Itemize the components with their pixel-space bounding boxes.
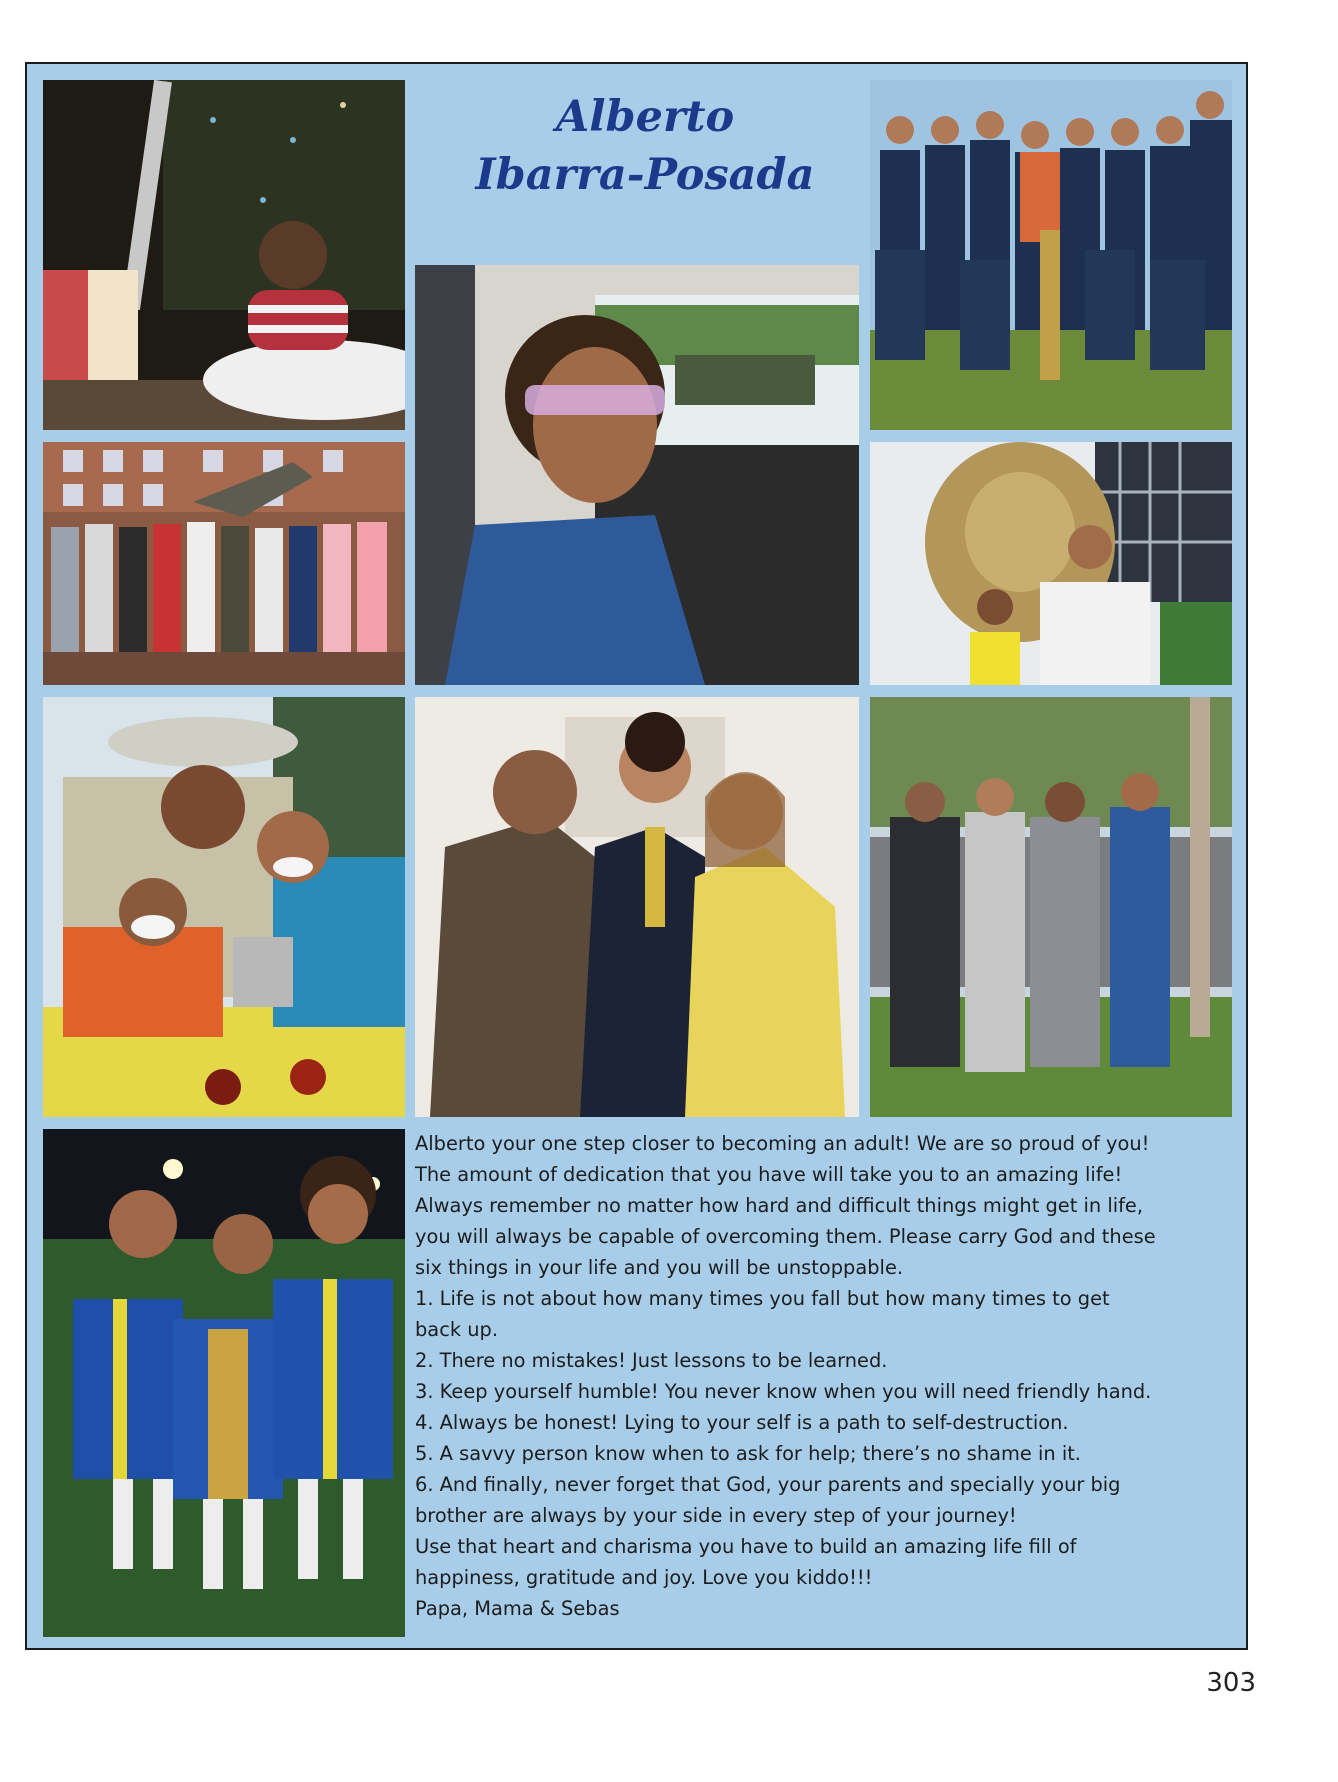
message-line: back up. (415, 1318, 499, 1341)
page-number: 303 (1206, 1668, 1256, 1698)
photo-car-selfie (415, 265, 859, 685)
photo-restaurant-family (43, 697, 405, 1117)
family-message (415, 1128, 1235, 1628)
message-line: happiness, gratitude and joy. Love you kiddo!!! (415, 1566, 873, 1589)
photo-ring-ceremony (415, 697, 859, 1117)
message-line: brother are always by your side in every step of your journey! (415, 1504, 1017, 1527)
message-signature: Papa, Mama & Sebas (415, 1597, 620, 1620)
message-line: The amount of dedication that you have will take you to an amazing life! (415, 1163, 1123, 1186)
photo-soccer-boys-trophy (43, 1129, 405, 1637)
message-line: 2. There no mistakes! Just lessons to be learned. (415, 1349, 888, 1372)
message-line: Alberto your one step closer to becoming an adult! We are so proud of you! (415, 1132, 1150, 1155)
photo-friends-group (43, 442, 405, 685)
message-line: 5. A savvy person know when to ask for help; there’s no shame in it. (415, 1442, 1081, 1465)
title-last-name: Ibarra-Posada (475, 150, 815, 200)
page-title (415, 88, 875, 208)
title-first-name: Alberto (555, 92, 735, 142)
message-line: 1. Life is not about how many times you fall but how many times to get (415, 1287, 1110, 1310)
message-line: six things in your life and you will be unstoppable. (415, 1256, 904, 1279)
photo-four-men-suits (870, 697, 1232, 1117)
message-line: 6. And finally, never forget that God, your parents and specially your big (415, 1473, 1121, 1496)
message-line: 3. Keep yourself humble! You never know when you will need friendly hand. (415, 1380, 1152, 1403)
photo-lion-statue (870, 442, 1232, 685)
message-line: 4. Always be honest! Lying to your self is a path to self-destruction. (415, 1411, 1069, 1434)
photo-soccer-team (870, 80, 1232, 430)
message-line: you will always be capable of overcoming them. Please carry God and these (415, 1225, 1156, 1248)
message-line: Always remember no matter how hard and difficult things might get in life, (415, 1194, 1144, 1217)
message-line: Use that heart and charisma you have to build an amazing life fill of (415, 1535, 1077, 1558)
photo-christmas-child (43, 80, 405, 430)
